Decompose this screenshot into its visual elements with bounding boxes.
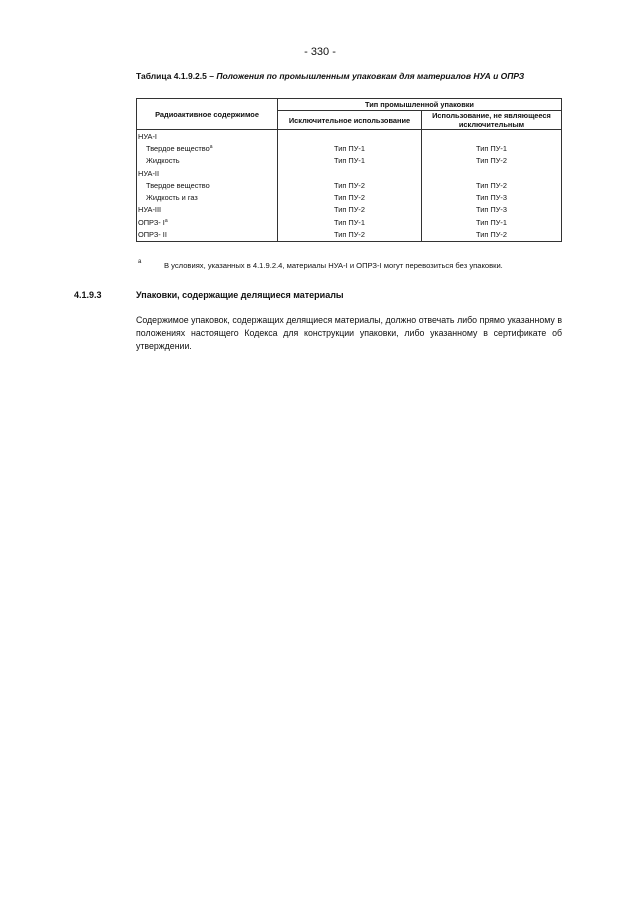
footnote-marker: a [138,259,142,265]
header-non-exclusive-use: Использование, не являющееся исключительным [422,111,562,130]
cell-exclusive: Тип ПУ-1 [278,216,422,228]
footnote-text: В условиях, указанных в 4.1.9.2.4, материалы НУА-I и ОПРЗ-I могут перевозиться без упаковки. [164,261,503,270]
row-label: Жидкость [137,155,278,167]
cell-non-exclusive [422,130,562,143]
row-label: Жидкость и газ [137,191,278,203]
header-exclusive-use: Исключительное использование [278,111,422,130]
table-row [137,204,562,216]
cell-exclusive: Тип ПУ-1 [278,142,422,154]
cell-non-exclusive: Тип ПУ-3 [422,204,562,216]
table-row [137,216,562,228]
row-label: Твердое вещество [137,179,278,191]
table-caption-title: Положения по промышленным упаковкам для материалов НУА и ОПРЗ [216,71,525,81]
cell-non-exclusive: Тип ПУ-3 [422,191,562,203]
cell-non-exclusive: Тип ПУ-1 [422,142,562,154]
cell-exclusive: Тип ПУ-1 [278,155,422,167]
row-label: НУА-II [137,167,278,179]
table-row [137,167,562,179]
header-package-type: Тип промышленной упаковки [278,99,562,111]
header-radioactive-content: Радиоактивное содержимое [137,99,278,130]
cell-non-exclusive [422,167,562,179]
cell-exclusive: Тип ПУ-2 [278,204,422,216]
industrial-package-table [136,98,562,242]
cell-exclusive: Тип ПУ-2 [278,228,422,241]
row-label: ОПРЗ- I [138,217,165,227]
cell-non-exclusive: Тип ПУ-1 [422,216,562,228]
table-row [137,155,562,167]
section-paragraph: Содержимое упаковок, содержащих делящиеся материалы, должно отвечать либо прямо указанному в положениях настоящего Кодекса для конструкции упаковки, либо указанному в сертификате об утверждении. [136,315,562,352]
footnote-ref: a [209,143,213,150]
cell-exclusive: Тип ПУ-2 [278,179,422,191]
cell-non-exclusive: Тип ПУ-2 [422,228,562,241]
row-label-cell [137,216,278,228]
row-label: Твердое вещество [146,143,210,153]
table-caption [136,71,576,81]
section-title: Упаковки, содержащие делящиеся материалы [136,290,344,300]
table-row [137,130,562,143]
footnote-ref: a [164,217,168,224]
row-label-cell [137,142,278,154]
cell-exclusive [278,167,422,179]
row-label: НУА-I [137,130,278,143]
table-row [137,228,562,241]
cell-non-exclusive: Тип ПУ-2 [422,155,562,167]
cell-exclusive [278,130,422,143]
section-number: 4.1.9.3 [74,290,102,300]
cell-exclusive: Тип ПУ-2 [278,191,422,203]
table-caption-label: Таблица 4.1.9.2.5 – [136,71,217,81]
table-row [137,191,562,203]
row-label: ОПРЗ- II [137,228,278,241]
row-label: НУА-III [137,204,278,216]
table-row [137,179,562,191]
page-number: - 330 - [304,46,336,58]
cell-non-exclusive: Тип ПУ-2 [422,179,562,191]
table-row [137,142,562,154]
